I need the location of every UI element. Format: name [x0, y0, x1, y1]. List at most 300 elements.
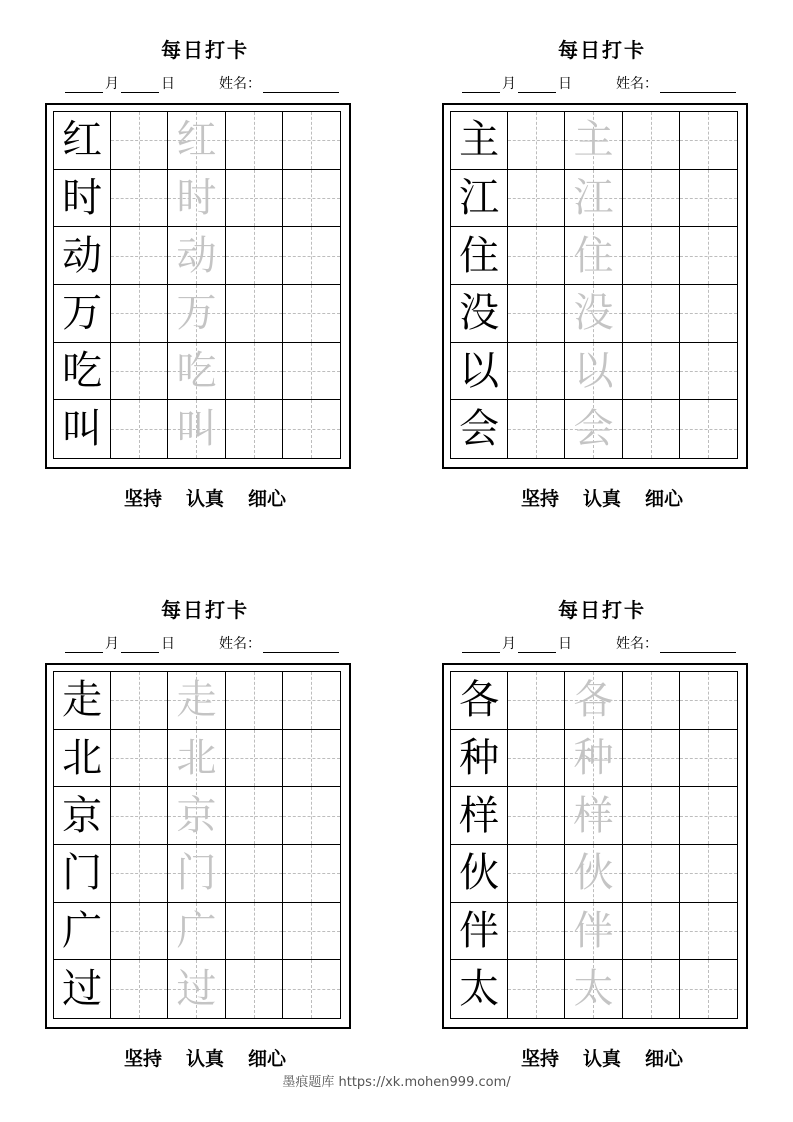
practice-grid [45, 663, 351, 1029]
guide-line-horizontal [680, 700, 737, 701]
grid-cell[interactable] [508, 960, 565, 1018]
grid-cell[interactable] [111, 112, 168, 170]
grid-cell[interactable] [623, 730, 680, 788]
grid-cell[interactable] [508, 787, 565, 845]
grid-cell[interactable] [168, 730, 225, 788]
grid-cell[interactable] [168, 112, 225, 170]
trace-character: 万 [176, 290, 217, 337]
guide-line-horizontal [226, 140, 282, 141]
grid-row [54, 672, 340, 730]
guide-line-horizontal [111, 140, 167, 141]
grid-cell[interactable] [623, 400, 680, 458]
grid-cell[interactable] [451, 787, 508, 845]
guide-line-horizontal [226, 313, 282, 314]
grid-cell[interactable] [111, 672, 168, 730]
trace-character: 吃 [176, 347, 217, 394]
date-name-line [65, 73, 365, 93]
grid-cell[interactable] [111, 227, 168, 285]
grid-row [54, 343, 340, 401]
trace-character: 走 [176, 677, 217, 724]
grid-cell[interactable] [54, 112, 111, 170]
model-character: 红 [62, 117, 103, 164]
motto-word: 细心 [248, 488, 287, 510]
trace-character: 太 [573, 966, 614, 1013]
grid-cell[interactable] [168, 960, 225, 1018]
grid-cell[interactable] [565, 112, 622, 170]
grid-cell[interactable] [451, 672, 508, 730]
trace-character: 过 [176, 966, 217, 1013]
grid-cell[interactable] [54, 672, 111, 730]
guide-line-horizontal [680, 198, 737, 199]
grid-cell[interactable] [508, 845, 565, 903]
guide-line-horizontal [111, 313, 167, 314]
model-character: 叫 [62, 406, 103, 453]
grid-cell[interactable] [226, 730, 283, 788]
grid-row [451, 343, 737, 401]
motto-line [45, 1044, 365, 1071]
model-character: 伙 [459, 850, 500, 897]
motto-word: 认真 [185, 488, 224, 510]
grid-cell[interactable] [283, 227, 340, 285]
motto-line [442, 1044, 762, 1071]
month-label: 月 [105, 76, 119, 92]
model-character: 京 [62, 792, 103, 839]
grid-cell[interactable] [54, 730, 111, 788]
guide-line-horizontal [111, 429, 167, 430]
grid-cell[interactable] [623, 672, 680, 730]
guide-line-horizontal [283, 371, 340, 372]
guide-line-horizontal [508, 140, 564, 141]
motto-word: 认真 [582, 488, 621, 510]
trace-character: 门 [176, 850, 217, 897]
guide-line-horizontal [508, 256, 564, 257]
motto-word: 认真 [185, 1048, 224, 1070]
guide-line-horizontal [623, 816, 679, 817]
grid-cell[interactable] [111, 960, 168, 1018]
grid-cell[interactable] [680, 903, 737, 961]
grid-cell[interactable] [565, 400, 622, 458]
grid-cell[interactable] [168, 227, 225, 285]
grid-cell[interactable] [283, 960, 340, 1018]
grid-cell[interactable] [565, 285, 622, 343]
name-label: 姓名： [616, 636, 658, 652]
motto-word: 坚持 [123, 1048, 162, 1070]
model-character: 住 [459, 232, 500, 279]
grid-cell[interactable] [451, 170, 508, 228]
trace-character: 主 [573, 117, 614, 164]
grid-cell[interactable] [111, 903, 168, 961]
guide-line-horizontal [283, 758, 340, 759]
guide-line-horizontal [111, 758, 167, 759]
day-label: 日 [161, 636, 175, 652]
trace-character: 各 [573, 677, 614, 724]
trace-character: 红 [176, 117, 217, 164]
guide-line-horizontal [226, 873, 282, 874]
grid-row [451, 730, 737, 788]
grid-cell[interactable] [226, 672, 283, 730]
grid-cell[interactable] [680, 227, 737, 285]
grid-cell[interactable] [451, 845, 508, 903]
month-blank[interactable] [65, 638, 103, 653]
model-character: 江 [459, 174, 500, 221]
model-character: 主 [459, 117, 500, 164]
grid-cell[interactable] [168, 170, 225, 228]
grid-cell[interactable] [226, 903, 283, 961]
grid-cell[interactable] [283, 112, 340, 170]
guide-line-horizontal [226, 931, 282, 932]
grid-cell[interactable] [508, 343, 565, 401]
practice-grid [442, 663, 748, 1029]
guide-line-horizontal [623, 198, 679, 199]
grid-cell[interactable] [283, 400, 340, 458]
grid-cell[interactable] [623, 903, 680, 961]
grid-cell[interactable] [680, 845, 737, 903]
grid-cell[interactable] [565, 672, 622, 730]
grid-cell[interactable] [111, 730, 168, 788]
date-name-line [462, 633, 762, 653]
guide-line-horizontal [623, 873, 679, 874]
card-title: 每日打卡 [161, 38, 249, 62]
guide-line-horizontal [623, 758, 679, 759]
motto-word: 认真 [582, 1048, 621, 1070]
grid-cell[interactable] [508, 285, 565, 343]
grid-cell[interactable] [283, 787, 340, 845]
guide-line-horizontal [111, 198, 167, 199]
grid-cell[interactable] [168, 672, 225, 730]
grid-cell[interactable] [54, 960, 111, 1018]
practice-grid [442, 103, 748, 469]
grid-cell[interactable] [168, 285, 225, 343]
guide-line-horizontal [111, 931, 167, 932]
grid-cell[interactable] [623, 112, 680, 170]
guide-line-horizontal [623, 989, 679, 990]
trace-character: 动 [176, 232, 217, 279]
guide-line-horizontal [680, 931, 737, 932]
grid-inner [450, 111, 738, 459]
model-character: 走 [62, 677, 103, 724]
card-title: 每日打卡 [558, 598, 646, 622]
grid-cell[interactable] [54, 170, 111, 228]
guide-line-horizontal [111, 989, 167, 990]
footer-watermark: 墨痕题库 https://xk.mohen999.com/ [282, 1075, 511, 1090]
grid-cell[interactable] [226, 400, 283, 458]
trace-character: 没 [573, 290, 614, 337]
grid-cell[interactable] [508, 112, 565, 170]
day-label: 日 [161, 76, 175, 92]
guide-line-horizontal [508, 931, 564, 932]
motto-line [45, 484, 365, 511]
guide-line-horizontal [623, 140, 679, 141]
guide-line-horizontal [623, 371, 679, 372]
trace-character: 北 [176, 734, 217, 781]
grid-cell[interactable] [54, 787, 111, 845]
grid-cell[interactable] [508, 227, 565, 285]
grid-cell[interactable] [54, 343, 111, 401]
grid-row [54, 170, 340, 228]
grid-cell[interactable] [623, 343, 680, 401]
guide-line-horizontal [283, 700, 340, 701]
guide-line-horizontal [226, 816, 282, 817]
grid-cell[interactable] [565, 170, 622, 228]
model-character: 时 [62, 174, 103, 221]
name-label: 姓名： [616, 76, 658, 92]
grid-cell[interactable] [54, 400, 111, 458]
grid-row [54, 787, 340, 845]
day-blank[interactable] [518, 638, 556, 653]
guide-line-horizontal [508, 989, 564, 990]
grid-row [451, 845, 737, 903]
grid-cell[interactable] [680, 343, 737, 401]
model-character: 门 [62, 850, 103, 897]
model-character: 北 [62, 734, 103, 781]
guide-line-horizontal [111, 816, 167, 817]
guide-line-horizontal [226, 989, 282, 990]
grid-row [451, 400, 737, 458]
grid-cell[interactable] [623, 845, 680, 903]
guide-line-horizontal [680, 989, 737, 990]
guide-line-horizontal [283, 429, 340, 430]
model-character: 会 [459, 406, 500, 453]
guide-line-horizontal [226, 198, 282, 199]
grid-cell[interactable] [565, 960, 622, 1018]
grid-inner [53, 111, 341, 459]
grid-cell[interactable] [111, 285, 168, 343]
day-blank[interactable] [518, 78, 556, 93]
trace-character: 以 [573, 347, 614, 394]
grid-cell[interactable] [54, 227, 111, 285]
grid-cell[interactable] [451, 285, 508, 343]
model-character: 样 [459, 792, 500, 839]
guide-line-horizontal [283, 140, 340, 141]
grid-cell[interactable] [168, 845, 225, 903]
guide-line-horizontal [623, 700, 679, 701]
guide-line-horizontal [623, 931, 679, 932]
grid-cell[interactable] [226, 170, 283, 228]
name-label: 姓名： [219, 76, 261, 92]
day-blank[interactable] [121, 78, 159, 93]
grid-cell[interactable] [623, 960, 680, 1018]
motto-line [442, 484, 762, 511]
grid-cell[interactable] [451, 400, 508, 458]
guide-line-horizontal [623, 313, 679, 314]
grid-row [54, 227, 340, 285]
grid-cell[interactable] [680, 730, 737, 788]
month-label: 月 [502, 76, 516, 92]
grid-cell[interactable] [508, 400, 565, 458]
guide-line-horizontal [111, 256, 167, 257]
grid-cell[interactable] [54, 845, 111, 903]
grid-cell[interactable] [283, 845, 340, 903]
model-character: 吃 [62, 347, 103, 394]
grid-row [54, 285, 340, 343]
grid-cell[interactable] [451, 112, 508, 170]
model-character: 广 [62, 907, 103, 954]
grid-cell[interactable] [451, 960, 508, 1018]
grid-cell[interactable] [680, 960, 737, 1018]
grid-cell[interactable] [565, 787, 622, 845]
grid-cell[interactable] [111, 787, 168, 845]
grid-row [54, 960, 340, 1018]
grid-cell[interactable] [680, 170, 737, 228]
guide-line-horizontal [283, 198, 340, 199]
trace-character: 伙 [573, 850, 614, 897]
grid-row [54, 903, 340, 961]
motto-word: 坚持 [520, 1048, 559, 1070]
grid-cell[interactable] [680, 400, 737, 458]
guide-line-horizontal [508, 371, 564, 372]
guide-line-horizontal [623, 256, 679, 257]
grid-cell[interactable] [283, 672, 340, 730]
grid-cell[interactable] [508, 903, 565, 961]
motto-word: 细心 [248, 1048, 287, 1070]
name-blank[interactable] [660, 78, 736, 93]
practice-grid [45, 103, 351, 469]
model-character: 没 [459, 290, 500, 337]
day-label: 日 [558, 76, 572, 92]
name-label: 姓名： [219, 636, 261, 652]
grid-cell[interactable] [111, 170, 168, 228]
month-label: 月 [105, 636, 119, 652]
grid-cell[interactable] [680, 672, 737, 730]
grid-cell[interactable] [451, 730, 508, 788]
guide-line-horizontal [226, 758, 282, 759]
guide-line-horizontal [680, 313, 737, 314]
grid-cell[interactable] [508, 170, 565, 228]
day-blank[interactable] [121, 638, 159, 653]
grid-row [451, 285, 737, 343]
trace-character: 种 [573, 734, 614, 781]
grid-cell[interactable] [226, 112, 283, 170]
grid-row [451, 960, 737, 1018]
grid-cell[interactable] [283, 730, 340, 788]
grid-cell[interactable] [283, 285, 340, 343]
model-character: 各 [459, 677, 500, 724]
grid-row [451, 787, 737, 845]
day-label: 日 [558, 636, 572, 652]
grid-cell[interactable] [451, 903, 508, 961]
grid-cell[interactable] [680, 787, 737, 845]
grid-row [54, 845, 340, 903]
grid-cell[interactable] [168, 343, 225, 401]
grid-cell[interactable] [168, 903, 225, 961]
grid-cell[interactable] [451, 227, 508, 285]
guide-line-horizontal [680, 256, 737, 257]
guide-line-horizontal [283, 989, 340, 990]
grid-cell[interactable] [168, 787, 225, 845]
motto-word: 坚持 [520, 488, 559, 510]
guide-line-horizontal [283, 816, 340, 817]
guide-line-horizontal [508, 313, 564, 314]
grid-cell[interactable] [54, 903, 111, 961]
guide-line-horizontal [508, 816, 564, 817]
grid-cell[interactable] [451, 343, 508, 401]
trace-character: 京 [176, 792, 217, 839]
card-title: 每日打卡 [161, 598, 249, 622]
grid-row [451, 170, 737, 228]
grid-cell[interactable] [623, 787, 680, 845]
name-blank[interactable] [263, 638, 339, 653]
guide-line-horizontal [283, 313, 340, 314]
grid-cell[interactable] [226, 787, 283, 845]
month-blank[interactable] [462, 638, 500, 653]
guide-line-horizontal [680, 816, 737, 817]
month-blank[interactable] [65, 78, 103, 93]
date-name-line [462, 73, 762, 93]
grid-cell[interactable] [226, 960, 283, 1018]
guide-line-horizontal [283, 256, 340, 257]
grid-cell[interactable] [565, 903, 622, 961]
guide-line-horizontal [680, 758, 737, 759]
card-title: 每日打卡 [558, 38, 646, 62]
grid-cell[interactable] [623, 285, 680, 343]
month-blank[interactable] [462, 78, 500, 93]
model-character: 动 [62, 232, 103, 279]
guide-line-horizontal [680, 429, 737, 430]
grid-cell[interactable] [168, 400, 225, 458]
grid-row [54, 400, 340, 458]
grid-cell[interactable] [565, 343, 622, 401]
motto-word: 细心 [645, 488, 684, 510]
grid-cell[interactable] [565, 845, 622, 903]
name-blank[interactable] [660, 638, 736, 653]
grid-cell[interactable] [226, 227, 283, 285]
guide-line-horizontal [226, 429, 282, 430]
grid-cell[interactable] [226, 343, 283, 401]
grid-cell[interactable] [111, 845, 168, 903]
guide-line-horizontal [680, 371, 737, 372]
grid-cell[interactable] [111, 343, 168, 401]
grid-cell[interactable] [508, 672, 565, 730]
guide-line-horizontal [226, 371, 282, 372]
grid-cell[interactable] [623, 170, 680, 228]
trace-character: 叫 [176, 406, 217, 453]
grid-cell[interactable] [623, 227, 680, 285]
trace-character: 广 [176, 907, 217, 954]
model-character: 以 [459, 347, 500, 394]
guide-line-horizontal [226, 700, 282, 701]
guide-line-horizontal [623, 429, 679, 430]
trace-character: 江 [573, 174, 614, 221]
grid-cell[interactable] [283, 343, 340, 401]
grid-cell[interactable] [226, 285, 283, 343]
grid-row [451, 903, 737, 961]
trace-character: 样 [573, 792, 614, 839]
month-label: 月 [502, 636, 516, 652]
motto-word: 细心 [645, 1048, 684, 1070]
grid-cell[interactable] [565, 730, 622, 788]
grid-cell[interactable] [283, 903, 340, 961]
grid-cell[interactable] [111, 400, 168, 458]
guide-line-horizontal [283, 931, 340, 932]
grid-cell[interactable] [283, 170, 340, 228]
grid-cell[interactable] [680, 285, 737, 343]
grid-cell[interactable] [508, 730, 565, 788]
trace-character: 时 [176, 174, 217, 221]
trace-character: 伴 [573, 907, 614, 954]
grid-cell[interactable] [226, 845, 283, 903]
model-character: 太 [459, 966, 500, 1013]
grid-cell[interactable] [680, 112, 737, 170]
guide-line-horizontal [680, 873, 737, 874]
trace-character: 住 [573, 232, 614, 279]
grid-cell[interactable] [565, 227, 622, 285]
grid-row [451, 672, 737, 730]
model-character: 伴 [459, 907, 500, 954]
grid-cell[interactable] [54, 285, 111, 343]
guide-line-horizontal [111, 371, 167, 372]
guide-line-horizontal [508, 758, 564, 759]
name-blank[interactable] [263, 78, 339, 93]
